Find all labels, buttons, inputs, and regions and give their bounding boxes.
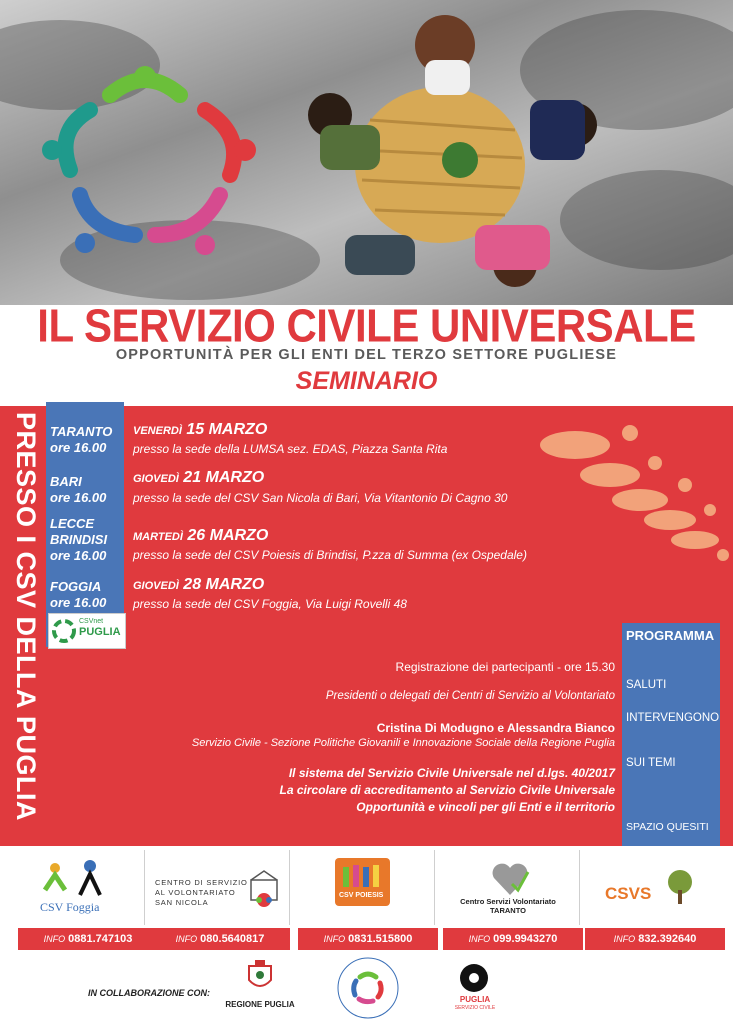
agenda-topic-1: Il sistema del Servizio Civile Universale nel d.lgs. 40/2017 [288, 766, 615, 780]
partner-logo-csv-taranto: Centro Servizi Volontariato TARANTO [435, 850, 580, 925]
info-phone-taranto: INFO 099.9943270 [443, 928, 583, 950]
event-location-4: presso la sede del CSV Foggia, Via Luigi Rovelli 48 [133, 597, 407, 611]
partner-logo-csv-san-nicola: CENTRO DI SERVIZIO AL VOLONTARIATO SAN NICOLA [145, 850, 290, 925]
poiesis-figures-icon [340, 862, 385, 890]
partner-logo-csv-poiesis [290, 850, 435, 925]
hero-photo [0, 0, 733, 305]
info-phone-san-nicola: INFO 080.5640817 [150, 928, 290, 950]
info-phone-csvs: INFO 832.392640 [585, 928, 725, 950]
programma-item-intervengono: INTERVENGONO [626, 712, 720, 724]
city-taranto: TARANTO ore 16.00 [50, 424, 113, 455]
event-date-3: MARTEDÌ 26 MARZO [133, 527, 269, 544]
event-date-2: GIOVEDÌ 21 MARZO [133, 469, 265, 486]
servizio-civile-universale-logo [335, 955, 401, 1021]
cities-column [46, 402, 124, 647]
subtitle: OPPORTUNITÀ PER GLI ENTI DEL TERZO SETTORE PUGLIESE [115, 347, 618, 363]
agenda-topic-2: La circolare di accreditamento al Servizio Civile Universale [279, 783, 615, 797]
event-date-1: VENERDÌ 15 MARZO [133, 421, 268, 438]
scu-ring-icon [335, 955, 401, 1021]
partner-logo-csv-foggia: CSV Foggia [0, 850, 145, 925]
agenda-saluti: Presidenti o delegati dei Centri di Servizio al Volontariato [325, 690, 615, 702]
programma-item-temi: SUI TEMI [626, 757, 676, 769]
regione-puglia-logo: REGIONE PUGLIA [225, 960, 295, 1015]
vertical-banner-text: PRESSO I CSV DELLA PUGLIA [11, 412, 41, 822]
event-location-2: presso la sede del CSV San Nicola di Bari, Via Vitantonio Di Cagno 30 [133, 491, 508, 505]
event-type-heading: SEMINARIO [295, 367, 438, 395]
csv-poiesis-badge: CSV POIESIS [335, 858, 390, 906]
regione-puglia-crest-icon [247, 960, 273, 994]
info-phone-foggia: INFO 0881.747103 [18, 928, 158, 950]
agenda-registration: Registrazione dei partecipanti - ore 15.30 [395, 660, 615, 674]
vertical-banner [10, 412, 40, 842]
programma-box [622, 623, 720, 846]
puglia-sc-emblem-icon [458, 962, 490, 994]
programma-item-saluti: SALUTI [626, 679, 667, 691]
taranto-heart-icon [490, 860, 530, 898]
agenda-topic-3: Opportunità e vincoli per gli Enti e il territorio [356, 800, 615, 814]
city-lecce-brindisi: LECCE BRINDISI ore 16.00 [50, 516, 108, 563]
info-phone-poiesis: INFO 0831.515800 [298, 928, 438, 950]
san-nicola-church-icon [247, 868, 281, 908]
csvnet-puglia-logo: CSVnet PUGLIA [48, 613, 126, 649]
event-date-4: GIOVEDÌ 28 MARZO [133, 576, 265, 593]
event-location-1: presso la sede della LUMSA sez. EDAS, Piazza Santa Rita [133, 442, 448, 456]
city-bari: BARI ore 16.00 [50, 474, 107, 505]
people-around-table-image [290, 0, 610, 300]
csvnet-swirl-icon [52, 619, 76, 643]
main-title: IL SERVIZIO CIVILE UNIVERSALE [37, 299, 696, 352]
city-foggia: FOGGIA ore 16.00 [50, 579, 107, 610]
programma-item-quesiti: SPAZIO QUESITI [626, 821, 709, 833]
partner-logo-csvs: CSVS [580, 850, 724, 925]
agenda-speakers-role: Servizio Civile - Sezione Politiche Giovanili e Innovazione Sociale della Regione Puglia [191, 737, 615, 749]
agenda-speakers: Cristina Di Modugno e Alessandra Bianco [376, 721, 615, 735]
event-location-3: presso la sede del CSV Poiesis di Brindisi, P.zza di Summa (ex Ospedale) [133, 548, 527, 562]
programma-title: PROGRAMMA [626, 628, 715, 643]
csv-foggia-figures-icon [40, 860, 110, 900]
csvs-tree-icon [660, 868, 700, 906]
servizio-civile-star-logo [40, 55, 260, 255]
puglia-servizio-civile-logo: PUGLIA SERVIZIO CIVILE [450, 962, 500, 1017]
collaboration-label: IN COLLABORAZIONE CON: [88, 988, 210, 998]
people-chain-decoration [535, 415, 730, 575]
